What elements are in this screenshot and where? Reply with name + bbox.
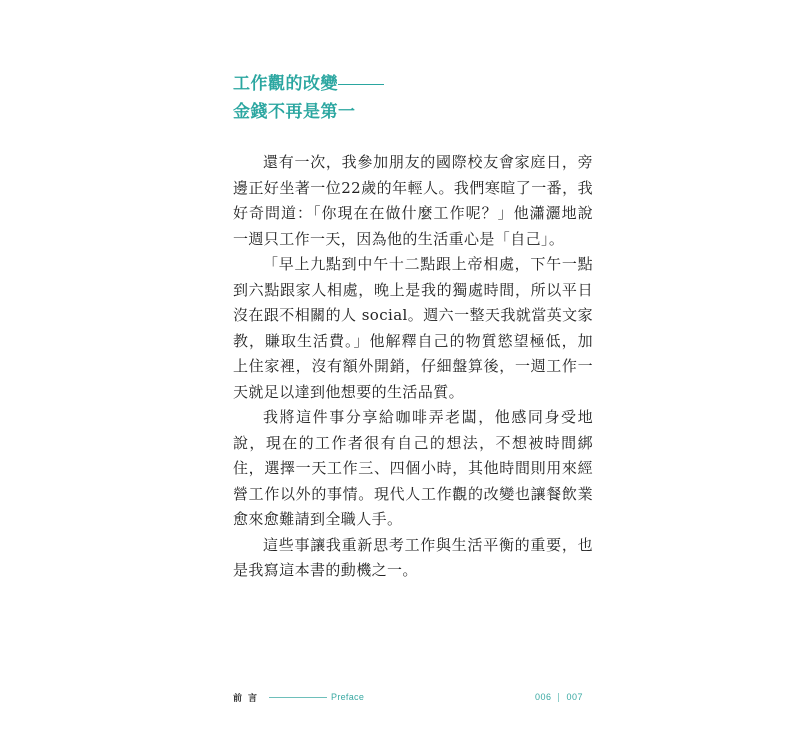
paragraph: 我將這件事分享給咖啡弄老闆，他感同身受地說，現在的工作者很有自己的想法，不想被時間綁住，選擇一天工作三、四個小時，其他時間則用來經營工作以外的事情。現代人工作觀的改變也讓餐飲業愈來愈難請到全職人手。	[233, 408, 593, 528]
page-number-separator	[558, 693, 559, 702]
heading-rule	[338, 84, 384, 85]
heading-line-1	[233, 70, 384, 98]
footer-section-english: Preface	[331, 692, 365, 702]
paragraph: 「早上九點到中午十二點跟上帝相處，下午一點到六點跟家人相處，晚上是我的獨處時間，所以平日沒在跟不相關的人 social。週六一整天我就當英文家教，賺取生活費。」他解釋自己的物質慾望極低，加上住家裡，沒有額外開銷，仔細盤算後，一週工作一天就足以達到他想要的生活品質。	[233, 255, 593, 401]
paragraph: 這些事讓我重新思考工作與生活平衡的重要，也是我寫這本書的動機之一。	[233, 535, 593, 579]
body-text	[233, 150, 593, 584]
heading-subtitle: 金錢不再是第一	[233, 102, 356, 122]
heading-title: 工作觀的改變	[233, 74, 338, 94]
page-number-left: 006	[534, 691, 552, 702]
page-numbers	[535, 692, 583, 702]
page-number-right: 007	[566, 691, 583, 702]
page-footer	[233, 690, 583, 704]
paragraph: 還有一次，我參加朋友的國際校友會家庭日，旁邊正好坐著一位22歲的年輕人。我們寒暄了一番，我好奇問道：「你現在在做什麼工作呢？」他瀟灑地說一週只工作一天，因為他的生活重心是「自己」。	[233, 153, 593, 248]
footer-section-label: 前言	[233, 693, 264, 704]
section-heading	[233, 70, 384, 126]
footer-rule	[269, 697, 327, 698]
